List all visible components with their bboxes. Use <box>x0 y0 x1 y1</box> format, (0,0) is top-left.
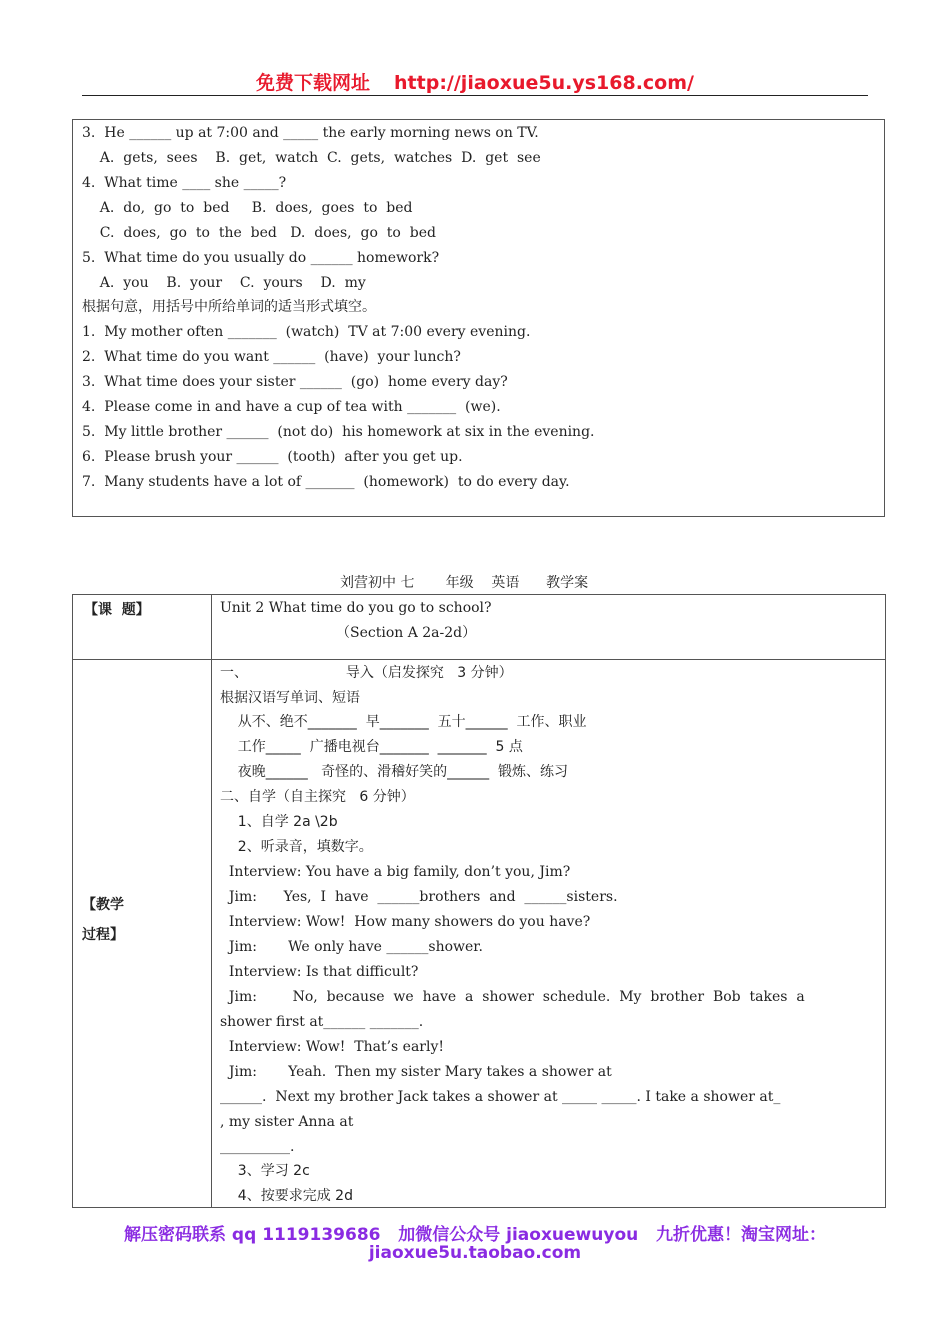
exercise-a-options-3: A. gets, sees B. get, watch C. gets, watches D. get see <box>82 150 541 166</box>
process-line-8: 2、听录音，填数字。 <box>220 839 373 855</box>
process-line-7: 1、自学 2a \2b <box>220 814 338 830</box>
process-line-12: Jim: We only have ______shower. <box>220 939 483 955</box>
process-line-18: ______. Next my brother Jack takes a shower at _____ _____. I take a shower at_ <box>220 1089 781 1105</box>
process-line-5: 夜晚______ 奇怪的、滑稽好笑的______ 锻炼、练习 <box>220 764 569 780</box>
footer-contact: 解压密码联系 qq 1119139686 加微信公众号 jiaoxuewuyou 九折优惠！淘宝网址： <box>124 1225 826 1245</box>
exercise-a-line-4: 4. What time ____ she _____? <box>82 175 287 191</box>
exercise-b-item-4: 4. Please come in and have a cup of tea with _______ (we). <box>82 399 501 415</box>
process-line-9: Interview: You have a big family, don’t you, Jim? <box>220 864 571 880</box>
topic-line-2: （Section A 2a-2d） <box>336 625 477 641</box>
process-line-4: 工作_____ 广播电视台_______ _______ 5 点 <box>220 739 523 755</box>
topic-label: 【课 题】 <box>84 602 150 618</box>
process-label-1: 【教学 <box>82 897 124 913</box>
exercise-a-options-5: A. you B. your C. yours D. my <box>82 275 366 291</box>
exercise-b-item-2: 2. What time do you want ______ (have) your lunch? <box>82 349 461 365</box>
process-line-1: 一、 导入（启发探究 3 分钟） <box>220 665 513 681</box>
process-line-13: Interview: Is that difficult? <box>220 964 419 980</box>
exercise-a-line-3: 3. He ______ up at 7:00 and _____ the early morning news on TV. <box>82 125 539 141</box>
exercise-b-title: 根据句意，用括号中所给单词的适当形式填空。 <box>82 299 376 315</box>
exercise-b-item-7: 7. Many students have a lot of _______ (homework) to do every day. <box>82 474 570 490</box>
header-divider <box>82 95 868 96</box>
header-title: 免费下载网址 <box>256 72 371 94</box>
process-line-19: , my sister Anna at <box>220 1114 354 1130</box>
footer-taobao-link[interactable]: jiaoxue5u.taobao.com <box>368 1243 582 1263</box>
process-line-16: Interview: Wow! That’s early! <box>220 1039 444 1055</box>
process-line-21: 3、学习 2c <box>220 1163 310 1179</box>
process-line-6: 二、自学（自主探究 6 分钟） <box>220 789 415 805</box>
process-line-11: Interview: Wow! How many showers do you have? <box>220 914 591 930</box>
exercise-b-item-3: 3. What time does your sister ______ (go) home every day? <box>82 374 508 390</box>
lesson-caption: 刘营初中 七 年级 英语 教学案 <box>340 575 589 591</box>
exercise-b-item-6: 6. Please brush your ______ (tooth) after you get up. <box>82 449 463 465</box>
header-download-link[interactable] <box>0 68 950 95</box>
exercise-b-item-1: 1. My mother often _______ (watch) TV at 7:00 every evening. <box>82 324 531 340</box>
process-line-15: shower first at______ _______. <box>220 1014 424 1030</box>
exercise-b-item-5: 5. My little brother ______ (not do) his homework at six in the evening. <box>82 424 595 440</box>
process-line-22: 4、按要求完成 2d <box>220 1188 353 1204</box>
table-column-divider <box>211 595 212 1207</box>
table-row-divider <box>73 659 885 660</box>
exercise-a-line-5: 5. What time do you usually do ______ homework? <box>82 250 440 266</box>
exercise-a-options-4b: C. does, go to the bed D. does, go to bed <box>82 225 436 241</box>
topic-line-1: Unit 2 What time do you go to school? <box>220 600 492 616</box>
header-url[interactable]: http://jiaoxue5u.ys168.com/ <box>394 72 694 94</box>
process-label-2: 过程】 <box>82 927 124 943</box>
exercise-a-options-4a: A. do, go to bed B. does, goes to bed <box>82 200 413 216</box>
process-line-20: __________. <box>220 1139 295 1155</box>
process-line-2: 根据汉语写单词、短语 <box>220 690 360 706</box>
process-line-14: Jim: No, because we have a shower schedule. My brother Bob takes a <box>220 989 805 1005</box>
process-line-3: 从不、绝不_______ 早_______ 五十______ 工作、职业 <box>220 714 587 730</box>
process-line-10: Jim: Yes, I have ______brothers and ______sisters. <box>220 889 618 905</box>
process-line-17: Jim: Yeah. Then my sister Mary takes a shower at <box>220 1064 612 1080</box>
